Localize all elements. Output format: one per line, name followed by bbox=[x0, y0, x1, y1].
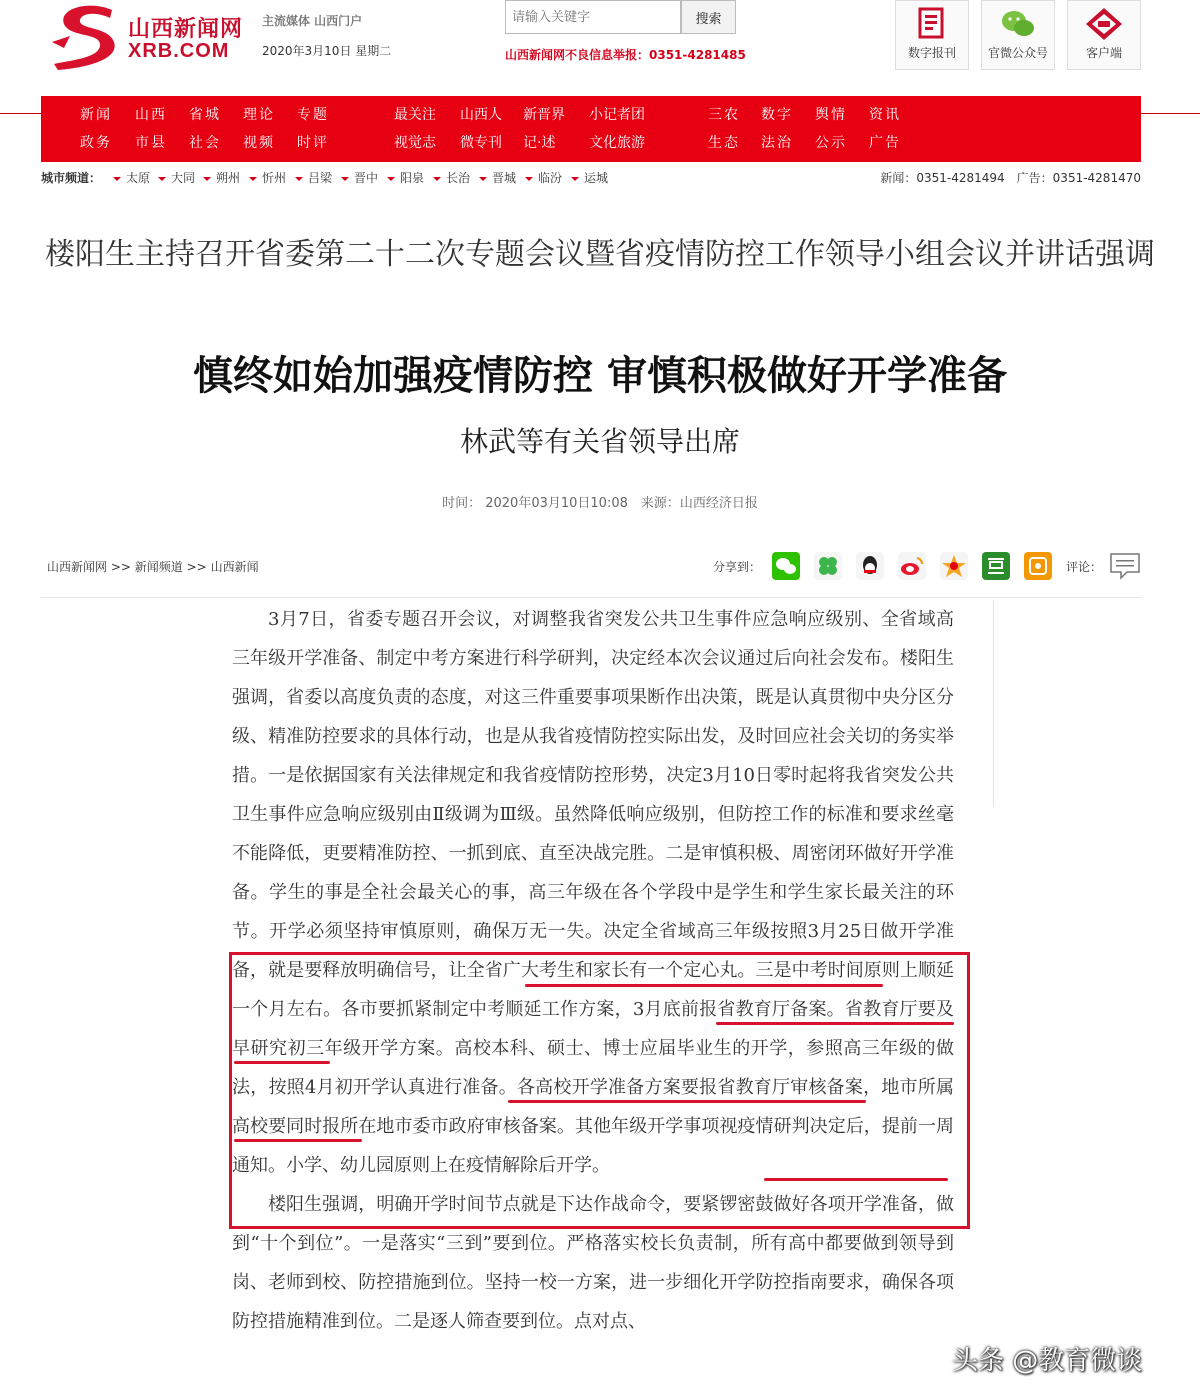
breadcrumb-link[interactable]: 山西新闻网 bbox=[47, 560, 108, 574]
highlight-underline bbox=[234, 1139, 362, 1142]
comment-label: 评论： bbox=[1066, 560, 1103, 574]
tencent-weibo-icon[interactable] bbox=[940, 552, 968, 580]
city-link[interactable]: 晋中 bbox=[341, 167, 378, 189]
highlight-underline bbox=[764, 1178, 948, 1181]
city-link[interactable]: 晋城 bbox=[479, 167, 516, 189]
nav-item[interactable]: 理论 bbox=[243, 107, 275, 123]
city-link[interactable]: 大同 bbox=[158, 167, 195, 189]
nav-item[interactable]: 山西 bbox=[135, 107, 167, 123]
nav-item[interactable]: 新闻 bbox=[80, 107, 112, 123]
breadcrumb bbox=[47, 558, 259, 575]
qzone-icon[interactable] bbox=[814, 552, 842, 580]
nav-item[interactable]: 市县 bbox=[135, 135, 167, 151]
renren-icon[interactable] bbox=[1024, 552, 1052, 580]
city-link[interactable]: 阳泉 bbox=[387, 167, 424, 189]
logo-domain: XRB.COM bbox=[128, 40, 230, 62]
breadcrumb-sep: >> bbox=[186, 560, 207, 574]
comment-icon[interactable] bbox=[1109, 552, 1141, 580]
watermark: 头条 @教育微谈 bbox=[952, 1346, 1143, 1376]
article-paragraph: 3月7日，省委专题召开会议，对调整我省突发公共卫生事件应急响应级别、全省域高三年级开学准备、制定中考方案进行科学研判，决定经本次会议通过后向社会发布。楼阳生强调，省委以高度负责的态度，对这三件重要事项果断作出决策，既是认真贯彻中央分区分级、精准防控要求的具体行动，也是从我省疫情防控实际出发，及时回应社会关切的务实举措。一是依据国家有关法律规定和我省疫情防控形势，决定3月10日零时起将我省突发公共卫生事件应急响应级别由Ⅱ级调为Ⅲ级。虽然降低响应级别，但防控工作的标准和要求丝毫不能降低，更要精准防控、一抓到底、直至决战完胜。二是审慎积极、周密闭环做好开学准备。学生的事是全社会最关心的事，高三年级在各个学段中是学生和学生家长最关注的环节。开学必须坚持审慎原则，确保万无一失。决定全省域高三年级按照3月25日做开学准备，就是要释放明确信号，让全省广大考生和家长有一个定心丸。三是中考时间原则上顺延一个月左右。各市要抓紧制定中考顺延工作方案，3月底前报省教育厅备案。省教育厅要及早研究初三年级开学方案。高校本科、硕士、博士应届毕业生的开学，参照高三年级的做法，按照4月初开学认真进行准备。各高校开学准备方案要报省教育厅审核备案，地市所属高校要同时报所在地市委市政府审核备案。其他年级开学事项视疫情研判决定后，提前一周通知。小学、幼儿园原则上在疫情解除后开学。 bbox=[232, 609, 954, 1176]
nav-item[interactable]: 最关注 bbox=[394, 107, 436, 123]
main-nav bbox=[41, 96, 1141, 162]
nav-item[interactable]: 记·述 bbox=[523, 135, 556, 151]
site-logo[interactable] bbox=[50, 2, 250, 72]
article-paragraph: 楼阳生强调，明确开学时间节点就是下达作战命令，要紧锣密鼓做好各项开学准备，做到“十个到位”。一是落实“三到”要到位。严格落实校长负责制，所有高中都要做到领导到岗、老师到校、防控措施到位。坚持一校一方案，进一步细化开学防控指南要求，确保各项防控措施精准到位。二是逐人筛查要到位。点对点、 bbox=[232, 1194, 954, 1332]
nav-item[interactable]: 文化旅游 bbox=[589, 135, 645, 151]
nav-item[interactable]: 舆情 bbox=[815, 107, 847, 123]
nav-item[interactable]: 专题 bbox=[297, 107, 329, 123]
highlight-underline bbox=[508, 1100, 866, 1103]
nav-item[interactable]: 生态 bbox=[708, 135, 740, 151]
nav-item[interactable]: 视频 bbox=[243, 135, 275, 151]
article-pretitle: 楼阳生主持召开省委第二十二次专题会议暨省疫情防控工作领导小组会议并讲话强调 bbox=[45, 237, 1155, 272]
digital-newspaper-tile[interactable] bbox=[895, 0, 969, 70]
breadcrumb-sep: >> bbox=[110, 560, 131, 574]
breadcrumb-link[interactable]: 新闻频道 bbox=[134, 560, 183, 574]
search-input[interactable] bbox=[505, 0, 681, 34]
article-title: 慎终如始加强疫情防控 审慎积极做好开学准备 bbox=[193, 353, 1007, 399]
tile-label: 官微公众号 bbox=[987, 46, 1048, 60]
logo-name: 山西新闻网 bbox=[128, 17, 244, 42]
nav-item[interactable]: 小记者团 bbox=[589, 107, 645, 123]
wechat-icon[interactable] bbox=[772, 552, 800, 580]
city-link[interactable]: 长治 bbox=[433, 167, 470, 189]
nav-item[interactable]: 法治 bbox=[761, 135, 793, 151]
nav-item[interactable]: 三农 bbox=[708, 107, 740, 123]
nav-item[interactable]: 广告 bbox=[869, 135, 901, 151]
news-ad-hotline: 新闻：0351-4281494 广告：0351-4281470 bbox=[880, 171, 1141, 185]
share-label: 分享到： bbox=[713, 560, 762, 574]
douban-icon[interactable] bbox=[982, 552, 1010, 580]
city-link[interactable]: 临汾 bbox=[525, 167, 562, 189]
content-divider bbox=[41, 597, 1141, 598]
slogan: 主流媒体 山西门户 bbox=[262, 14, 363, 28]
tile-label: 客户端 bbox=[1085, 46, 1122, 60]
city-channel-bar bbox=[41, 167, 1141, 189]
wechat-account-tile[interactable] bbox=[981, 0, 1055, 70]
highlight-underline bbox=[525, 984, 883, 987]
nav-item[interactable]: 山西人 bbox=[460, 107, 502, 123]
newspaper-icon bbox=[916, 7, 948, 41]
sidebar-rule bbox=[993, 600, 994, 806]
city-channel-label: 城市频道： bbox=[41, 171, 102, 185]
highlight-underline bbox=[716, 1022, 954, 1025]
breadcrumb-link[interactable]: 山西新闻 bbox=[210, 560, 259, 574]
nav-item[interactable]: 微专刊 bbox=[460, 135, 502, 151]
nav-item[interactable]: 视觉志 bbox=[394, 135, 436, 151]
app-client-icon bbox=[1085, 7, 1123, 41]
logo-s-icon bbox=[50, 2, 125, 72]
nav-item[interactable]: 政务 bbox=[80, 135, 112, 151]
city-link[interactable]: 吕梁 bbox=[295, 167, 332, 189]
nav-item[interactable]: 社会 bbox=[189, 135, 221, 151]
article-subtitle: 林武等有关省领导出席 bbox=[459, 425, 740, 458]
highlight-underline bbox=[234, 1061, 330, 1064]
nav-item[interactable]: 省城 bbox=[189, 107, 221, 123]
city-link[interactable]: 朔州 bbox=[203, 167, 240, 189]
nav-item[interactable]: 资讯 bbox=[869, 107, 901, 123]
city-link[interactable]: 忻州 bbox=[249, 167, 286, 189]
weibo-icon[interactable] bbox=[898, 552, 926, 580]
nav-item[interactable]: 数字 bbox=[761, 107, 793, 123]
nav-item[interactable]: 时评 bbox=[297, 135, 329, 151]
article-meta: 时间： 2020年03月10日10:08 来源：山西经济日报 bbox=[442, 496, 758, 511]
highlight-box bbox=[229, 952, 970, 1229]
nav-item[interactable]: 公示 bbox=[815, 135, 847, 151]
city-link[interactable]: 太原 bbox=[113, 167, 150, 189]
nav-item[interactable]: 新晋界 bbox=[523, 107, 565, 123]
city-link[interactable]: 运城 bbox=[571, 167, 608, 189]
tile-label: 数字报刊 bbox=[907, 46, 956, 60]
client-app-tile[interactable] bbox=[1067, 0, 1141, 70]
qq-icon[interactable] bbox=[856, 552, 884, 580]
current-date: 2020年3月10日 星期二 bbox=[262, 44, 392, 58]
report-hotline: 山西新闻网不良信息举报：0351-4281485 bbox=[505, 48, 746, 62]
search-button[interactable]: 搜索 bbox=[681, 0, 736, 34]
wechat-icon bbox=[1000, 7, 1036, 41]
